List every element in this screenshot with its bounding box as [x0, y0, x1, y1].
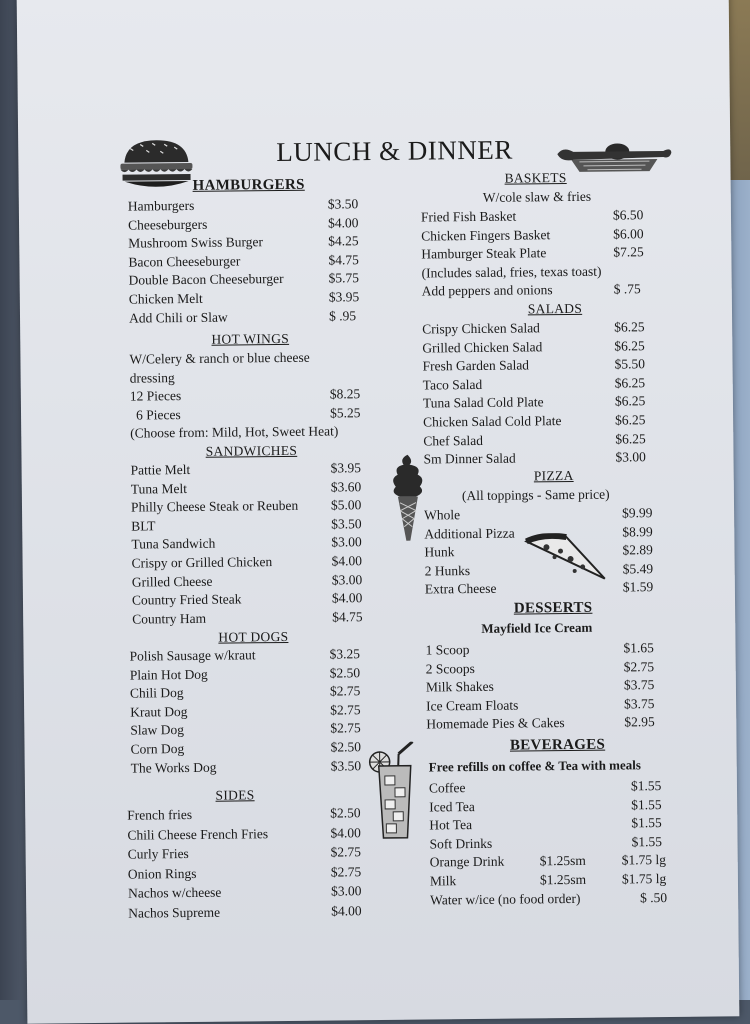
- hamburger-icon: [116, 136, 197, 193]
- menu-item: [130, 385, 370, 406]
- item-price: $6.25: [614, 337, 645, 354]
- menu-title: LUNCH & DINNER: [276, 134, 513, 168]
- item-price: $2.89: [622, 542, 653, 558]
- salads-list: [422, 318, 684, 469]
- item-name: Additional Pizza: [424, 525, 515, 542]
- item-name: 2 Hunks: [424, 562, 471, 579]
- item-name: Onion Rings: [127, 865, 197, 882]
- hot-wings-note: W/Celery & ranch or blue cheese: [129, 349, 310, 367]
- item-name: Pattie Melt: [130, 461, 191, 478]
- hot-dogs-heading: HOT DOGS: [218, 628, 289, 645]
- item-name: Add Chili or Slaw: [128, 309, 228, 326]
- item-name: French fries: [127, 806, 193, 823]
- item-name: Nachos w/cheese: [127, 885, 222, 902]
- item-price: $4.75: [328, 251, 359, 268]
- item-name: Hamburger Steak Plate: [421, 245, 547, 262]
- beverages-subheading: Free refills on coffee & Tea with meals: [428, 757, 641, 775]
- menu-item: [131, 459, 371, 480]
- item-price: $5.00: [330, 497, 362, 513]
- item-name: Taco Salad: [422, 376, 483, 393]
- item-name: Tuna Salad Cold Plate: [422, 394, 544, 411]
- item-price: $5.50: [614, 356, 645, 372]
- sandwiches-heading: SANDWICHES: [205, 442, 298, 459]
- hamburgers-heading: HAMBURGERS: [192, 176, 305, 194]
- item-name: Kraut Dog: [130, 703, 188, 720]
- item-price: $3.75: [623, 677, 655, 693]
- menu-item: [128, 214, 368, 235]
- item-name: Plain Hot Dog: [129, 666, 208, 683]
- menu-item: [128, 902, 378, 924]
- item-name: 6 Pieces: [135, 406, 181, 423]
- sandwiches-list: [131, 459, 373, 629]
- item-name: Grilled Chicken Salad: [422, 338, 543, 356]
- menu-item: [422, 280, 682, 301]
- menu-item: [132, 589, 372, 610]
- hot-wings-heading: HOT WINGS: [211, 330, 290, 347]
- menu-item: [425, 578, 685, 599]
- salads-heading: SALADS: [527, 300, 583, 317]
- menu-item: [430, 888, 690, 909]
- beverages-list: [429, 777, 690, 910]
- item-name: Ice Cream Floats: [426, 697, 519, 714]
- item-price: $ .95: [328, 307, 357, 324]
- item-price: $2.75: [329, 683, 361, 699]
- iced-drink-icon: [366, 742, 419, 843]
- menu-item: [132, 571, 372, 592]
- item-name: Milk: [429, 873, 457, 889]
- item-price: $6.25: [614, 374, 646, 391]
- item-price: $5.49: [622, 560, 654, 577]
- item-name: 1 Scoop: [425, 642, 470, 658]
- item-price: $2.95: [624, 714, 655, 730]
- hot-wings-list: [129, 348, 370, 443]
- item-name: Corn Dog: [130, 741, 185, 757]
- baskets-heading: BASKETS: [504, 170, 567, 186]
- menu-item: [426, 713, 686, 734]
- item-price: $3.00: [331, 534, 362, 550]
- item-price: $4.75: [332, 608, 363, 625]
- beverages-heading: BEVERAGES: [509, 736, 606, 754]
- pizza-subheading: (All toppings - Same price): [461, 486, 610, 504]
- item-price: $3.75: [624, 695, 655, 712]
- item-name: Add peppers and onions: [421, 282, 553, 299]
- item-name: The Works Dog: [130, 759, 217, 776]
- menu-item: [421, 243, 681, 264]
- item-price: $1.75 lg: [621, 852, 667, 868]
- item-price: $6.25: [615, 430, 646, 447]
- item-small-price: $1.25sm: [539, 853, 586, 869]
- item-price: $1.55: [630, 778, 662, 794]
- item-name: Grilled Cheese: [131, 573, 213, 590]
- item-name: 12 Pieces: [129, 388, 182, 404]
- menu-item: [131, 496, 371, 517]
- item-price: $4.00: [331, 553, 363, 569]
- item-name: Tuna Melt: [130, 480, 188, 497]
- item-name: Chili Dog: [129, 685, 184, 701]
- item-price: $1.55: [631, 796, 662, 812]
- item-price: $6.25: [614, 319, 645, 335]
- menu-item: [127, 824, 377, 846]
- item-name: Philly Cheese Steak or Reuben: [130, 498, 299, 515]
- baskets-list: [421, 206, 682, 302]
- item-price: $9.99: [622, 505, 653, 521]
- sides-heading: SIDES: [215, 787, 255, 803]
- item-name: Fried Fish Basket: [420, 208, 517, 225]
- menu-sheet: [17, 0, 740, 1024]
- item-name: Hunk: [424, 544, 455, 560]
- item-name: 2 Scoops: [425, 660, 475, 677]
- item-price: $1.65: [623, 640, 654, 656]
- item-price: $6.50: [612, 207, 644, 223]
- item-name: Whole: [424, 507, 461, 523]
- item-price: $2.50: [329, 664, 361, 681]
- item-price: $4.00: [330, 824, 361, 841]
- menu-item: [128, 251, 368, 272]
- menu-item: [129, 269, 369, 290]
- item-price: $8.25: [329, 386, 361, 402]
- item-name: Tuna Sandwich: [131, 536, 216, 552]
- item-price: $2.75: [330, 701, 361, 718]
- menu-item: [128, 843, 378, 865]
- item-price: $1.75 lg: [621, 870, 667, 887]
- item-price: $6.25: [614, 393, 646, 409]
- item-name: Hot Tea: [429, 817, 473, 833]
- item-name: Chili Cheese French Fries: [127, 825, 269, 843]
- item-price: $2.75: [623, 658, 655, 675]
- hot-wings-note: dressing: [129, 369, 175, 386]
- item-price: $3.00: [331, 571, 363, 588]
- item-price: $6.25: [615, 412, 646, 428]
- item-name: Milk Shakes: [425, 678, 494, 695]
- menu-item: [128, 232, 368, 253]
- item-name: Bacon Cheeseburger: [128, 253, 241, 270]
- item-name: Polish Sausage w/kraut: [129, 647, 256, 664]
- item-name: Slaw Dog: [130, 722, 185, 738]
- pizza-list: [424, 504, 685, 600]
- item-price: $3.25: [329, 646, 361, 662]
- item-price: $6.00: [613, 225, 644, 242]
- hamburgers-list: [128, 195, 369, 328]
- item-name: Soft Drinks: [429, 835, 493, 852]
- item-name: Cheeseburgers: [127, 216, 208, 233]
- item-price: $1.59: [622, 579, 654, 595]
- item-name: Fresh Garden Salad: [422, 357, 530, 374]
- menu-item: [130, 404, 370, 425]
- item-name: Coffee: [428, 780, 466, 796]
- menu-item: [128, 195, 368, 216]
- item-price: $2.50: [330, 805, 361, 821]
- menu-item: [131, 533, 371, 554]
- menu-item: [132, 608, 372, 629]
- item-small-price: $1.25sm: [539, 871, 587, 888]
- item-name: Chicken Salad Cold Plate: [423, 413, 562, 430]
- item-price: $2.50: [330, 739, 361, 755]
- item-price: $3.95: [328, 289, 360, 305]
- desserts-list: [425, 639, 686, 735]
- item-price: $4.00: [331, 590, 363, 606]
- item-name: Chicken Melt: [128, 290, 203, 307]
- item-name: Country Fried Steak: [131, 591, 242, 608]
- item-name: Extra Cheese: [424, 581, 497, 597]
- menu-item: [131, 515, 371, 536]
- desserts-heading: DESSERTS: [513, 599, 593, 617]
- item-name: Iced Tea: [429, 798, 475, 815]
- item-name: Country Ham: [132, 610, 207, 627]
- item-price: $5.75: [328, 270, 360, 286]
- menu-item: [132, 552, 372, 573]
- menu-item: [128, 882, 378, 904]
- desserts-subheading: Mayfield Ice Cream: [481, 619, 593, 636]
- item-price: $3.50: [331, 515, 362, 532]
- ice-cream-cone-icon: [387, 452, 428, 542]
- menu-item: [129, 288, 369, 309]
- item-price: $5.25: [329, 404, 361, 421]
- item-price: $2.75: [330, 720, 361, 736]
- item-price: $ .50: [640, 889, 668, 905]
- item-price: $1.55: [631, 833, 662, 850]
- item-price: $8.99: [622, 523, 653, 540]
- item-name: Water w/ice (no food order): [430, 890, 581, 908]
- item-name: Orange Drink: [429, 854, 505, 870]
- item-name: Crispy Chicken Salad: [422, 320, 540, 337]
- item-name: Nachos Supreme: [128, 904, 221, 921]
- item-price: $3.60: [330, 478, 362, 495]
- item-price: $3.00: [330, 883, 362, 899]
- item-price: $4.00: [327, 214, 359, 231]
- sides-list: [127, 804, 378, 924]
- item-name: Chef Salad: [423, 432, 484, 449]
- item-price: $7.25: [613, 244, 644, 260]
- menu-item: [129, 307, 369, 328]
- item-price: $ .75: [613, 281, 641, 297]
- hot-wings-note: (Choose from: Mild, Hot, Sweet Heat): [130, 423, 339, 441]
- item-name: Double Bacon Cheeseburger: [128, 271, 284, 288]
- item-price: $4.00: [331, 903, 362, 919]
- item-name: Homemade Pies & Cakes: [426, 715, 565, 732]
- item-name: Chicken Fingers Basket: [421, 226, 551, 244]
- item-price: $3.00: [615, 449, 646, 465]
- menu-item: [131, 478, 371, 499]
- item-name: Mushroom Swiss Burger: [128, 234, 264, 251]
- item-price: $3.50: [327, 196, 359, 212]
- pizza-heading: PIZZA: [533, 467, 574, 484]
- item-name: Sm Dinner Salad: [423, 450, 516, 467]
- item-name: Crispy or Grilled Chicken: [131, 554, 273, 571]
- menu-item: [423, 448, 683, 469]
- item-name: Hamburgers: [127, 197, 195, 214]
- menu-item: [127, 804, 377, 826]
- item-price: $4.25: [328, 233, 359, 249]
- item-name: Curly Fries: [127, 846, 189, 862]
- item-price: $1.55: [631, 815, 662, 831]
- menu-item: [128, 863, 378, 885]
- item-price: $2.75: [330, 863, 362, 880]
- baskets-subheading: W/cole slaw & fries: [482, 188, 592, 205]
- baskets-note: (Includes salad, fries, texas toast): [421, 263, 602, 281]
- menu-item: [131, 757, 376, 778]
- item-price: $3.95: [330, 460, 362, 476]
- item-price: $3.50: [330, 757, 362, 774]
- item-name: BLT: [131, 518, 156, 534]
- item-price: $2.75: [330, 844, 362, 860]
- hot-dogs-list: [129, 645, 375, 778]
